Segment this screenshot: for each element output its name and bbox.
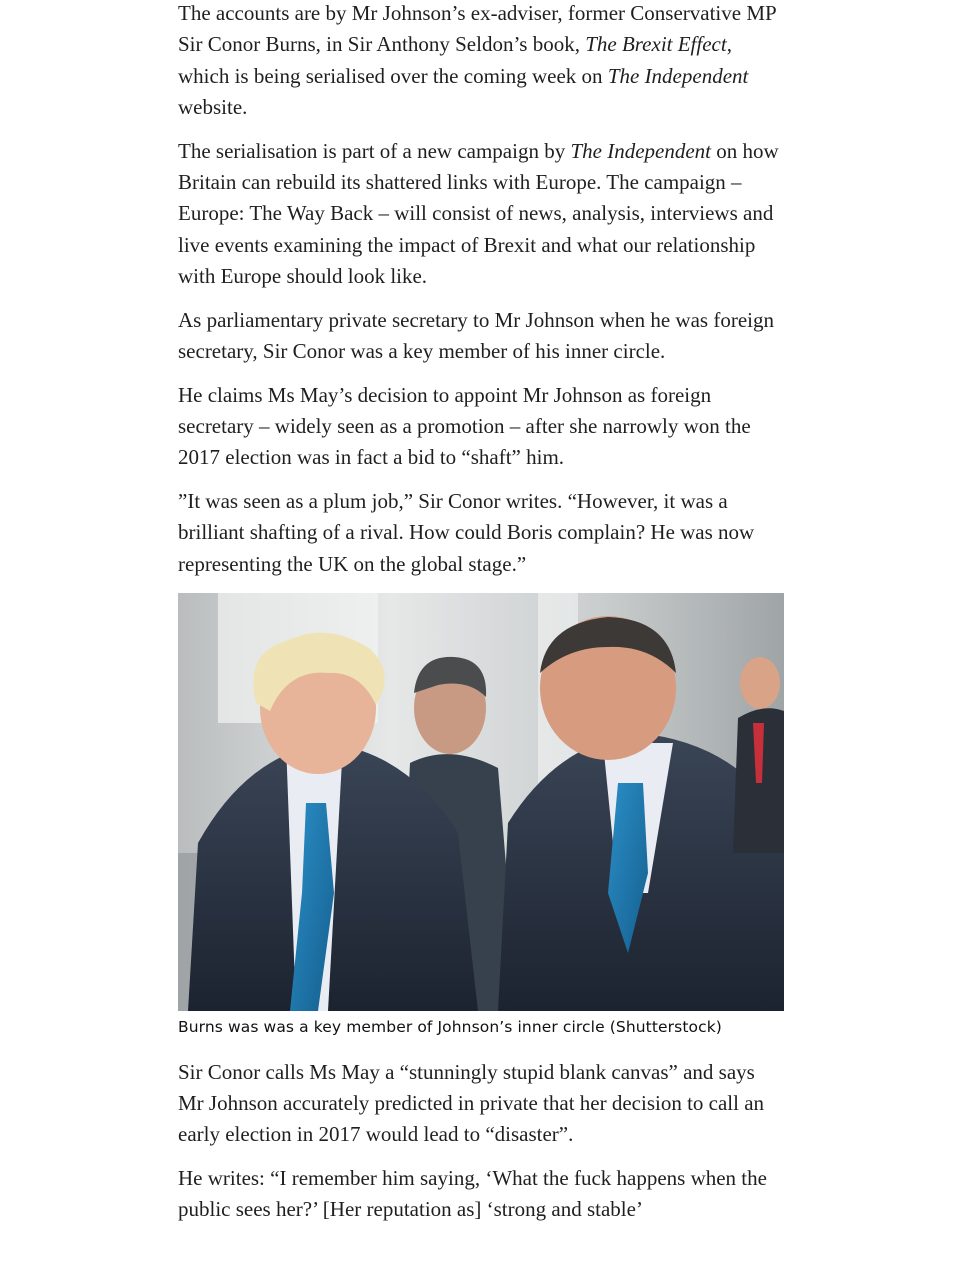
article-figure	[178, 593, 784, 1037]
news-photo	[178, 593, 784, 1011]
article-paragraph	[178, 0, 784, 123]
text-run: Sir Conor calls Ms May a “stunningly stupid blank canvas” and says Mr Johnson accurately predicted in private that her decision to call an early election in 2017 would lead to “disaster”.	[178, 1059, 765, 1147]
article-body	[178, 0, 784, 1238]
photo-caption: Burns was was a key member of Johnson’s inner circle (Shutterstock)	[178, 1017, 722, 1036]
article-paragraph	[178, 136, 784, 292]
text-run: As parliamentary private secretary to Mr Johnson when he was foreign secretary, Sir Conor was a key member of his inner circle.	[178, 307, 774, 363]
text-run: The serialisation is part of a new campaign by	[178, 138, 571, 163]
text-run: ”It was seen as a plum job,” Sir Conor writes. “However, it was a brilliant shafting of a rival. How could Boris complain? He was now representing the UK on the global stage.”	[178, 489, 755, 576]
text-run: on how Britain can rebuild its shattered links with Europe. The campaign – Europe: The Way Back – will consist of news, analysis, interviews and live events examining the impact of Brexit and what our relationship with Europe should look like.	[178, 138, 779, 288]
text-run: He claims Ms May’s decision to appoint Mr Johnson as foreign secretary – widely seen as a promotion – after she narrowly won the 2017 election was in fact a bid to “shaft” him.	[178, 382, 751, 470]
text-run: website.	[178, 94, 248, 119]
article-paragraph	[178, 305, 784, 368]
text-run: , which is being serialised over the coming week on	[178, 32, 732, 88]
italic-title-run: The Independent	[570, 138, 712, 163]
article-paragraph	[178, 1057, 784, 1151]
text-run: He writes: “I remember him saying, ‘What the fuck happens when the public sees her?’ [Her reputation as] ‘strong and stable’	[178, 1165, 767, 1222]
italic-title-run: The Independent	[607, 63, 749, 88]
text-run: The accounts are by Mr Johnson’s ex-adviser, former Conservative MP Sir Conor Burns, in Sir Anthony Seldon’s book,	[178, 1, 776, 57]
article-paragraph	[178, 1163, 784, 1226]
article-paragraph	[178, 486, 784, 580]
paragraphs-before-photo	[178, 0, 784, 580]
paragraphs-after-photo	[178, 1057, 784, 1226]
italic-title-run: The Brexit Effect	[585, 32, 727, 57]
article-paragraph	[178, 380, 784, 474]
